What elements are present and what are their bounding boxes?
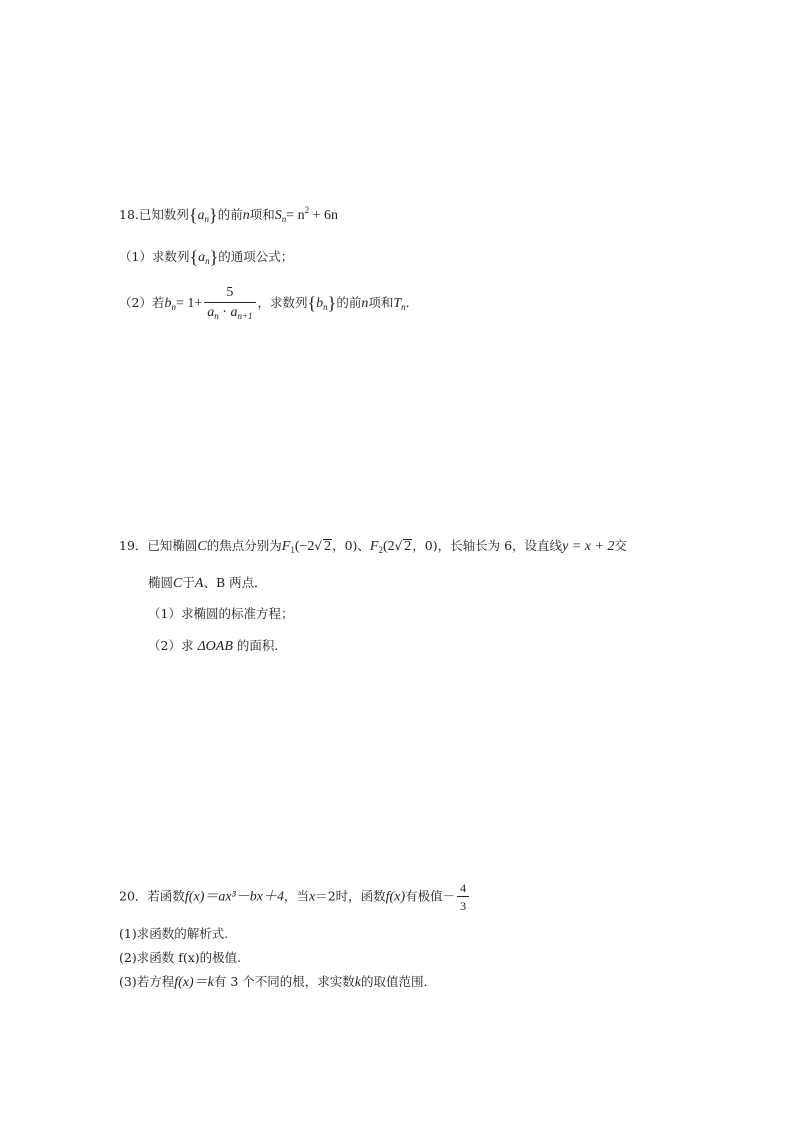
problem-19-part-1: （1）求椭圆的标准方程； xyxy=(148,606,294,621)
problem-19-stem: 19．已知椭圆C的焦点分别为$F_1(-2√$ 2，0)、$F_2(2√$ 2，0)，长轴长为 6，设直线y = x + 2交 xyxy=(119,538,627,555)
problem-19-stem-line-2: 椭圆C于A、B 两点． xyxy=(148,575,267,591)
problem-20-part-3: (3)若方程f(x)＝k有 3 个不同的根，求实数k的取值范围． xyxy=(119,974,437,990)
fraction-5-over-an-an1: $\frac{5}{a_n \cdot a_{n+1}}$ xyxy=(204,286,255,321)
problem-19-part-2: （2）求 ΔOAB 的面积． xyxy=(148,638,287,654)
problem-20-stem: 20．若函数f(x)＝ax³－bx＋4，当x＝2时，函数f(x)有极值－ $\frac{4}{3}$ xyxy=(119,882,471,912)
problem-20-part-1: (1)求函数的解析式. xyxy=(119,926,229,941)
problem-18-part-1: （1）求数列$\{a_n\}$的通项公式； xyxy=(119,247,294,267)
problem-20-part-2: (2)求函数 f(x)的极值. xyxy=(119,950,242,965)
problem-18-stem: 18.已知数列$\{a_n\}$的前n项和$S_n= n^2 + 6n$ xyxy=(119,205,339,225)
fraction-4-over-3: $\frac{4}{3}$ xyxy=(457,882,469,912)
problem-18-part-2: （2）若$b_n= 1+$ $\frac{5}{a_n \cdot a_{n+1}}$ ，求数列$\{b_n\}$的前n项和$T_n$． xyxy=(119,285,419,321)
